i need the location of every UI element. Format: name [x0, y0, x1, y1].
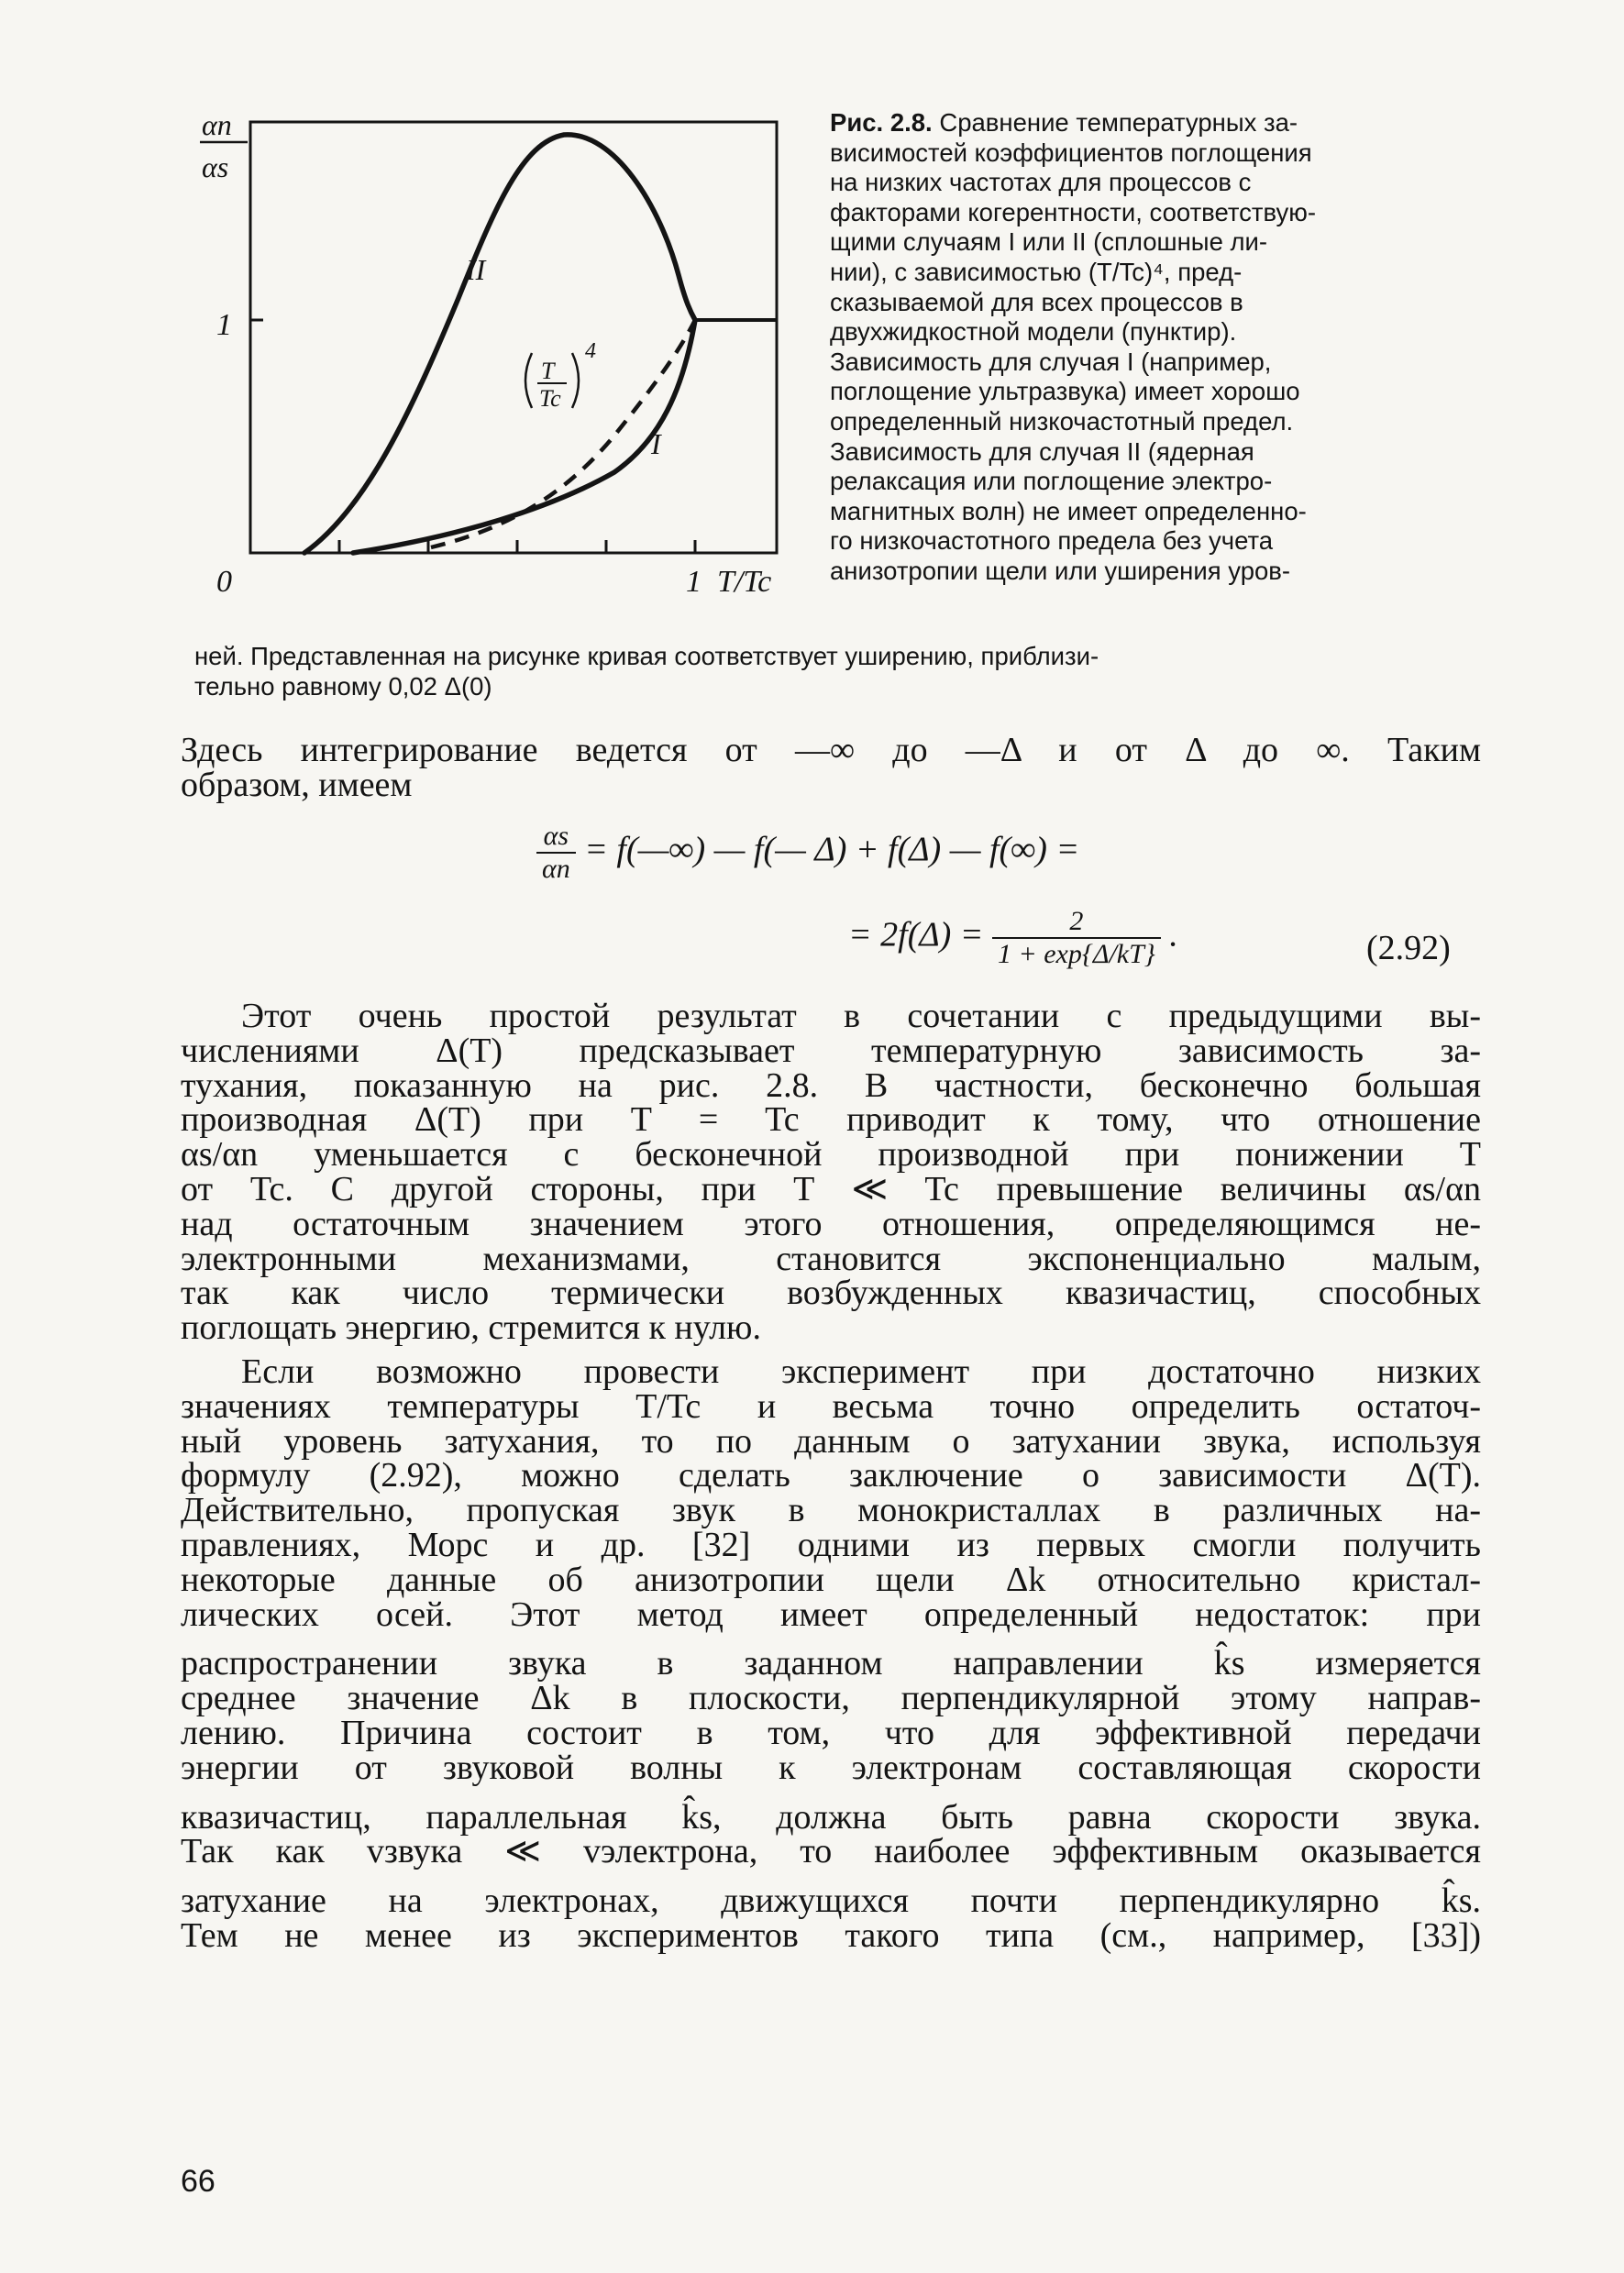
exp-numerator: 2	[992, 906, 1161, 939]
label-paren-right	[572, 353, 579, 408]
caption-line: го низкочастотного предела без учета	[830, 526, 1274, 556]
lhs-fraction	[536, 821, 576, 885]
caption-line: анизотропии щели или уширения уров-	[830, 556, 1291, 585]
x-axis-label: T/Tc	[717, 565, 772, 599]
equation-rhs-2-end: .	[1169, 915, 1178, 954]
curve-label-i: I	[651, 427, 661, 460]
page-number: 66	[181, 2164, 215, 2199]
text-line: квазичастиц, параллельная k̂s, должна быть равна скорости звука.	[181, 1797, 1481, 1837]
text-line: поглощать энергию, стремится к нулю.	[181, 1308, 761, 1348]
equation-number: (2.92)	[1366, 929, 1451, 967]
caption-line: магнитных волн) не имеет определенно-	[830, 496, 1307, 525]
equation-line-1	[536, 821, 1079, 885]
y-axis-label-denominator: αs	[202, 150, 229, 183]
caption-line: на низких частотах для процессов с	[830, 168, 1252, 197]
caption-line: ней. Представленная на рисунке кривая соответствует уширению, приблизи-	[194, 642, 1099, 670]
text-line: значениях температуры T/Tc и весьма точно определить остаточ-	[181, 1386, 1481, 1426]
text-line: лению. Причина состоит в том, что для эффективной передачи	[181, 1713, 1481, 1752]
caption-line	[830, 108, 1477, 138]
text-line: правлениях, Морс и др. [32] одними из первых смогли получить	[181, 1525, 1481, 1564]
curve-i	[353, 320, 695, 553]
caption-line: двухжидкостной модели (пунктир).	[830, 317, 1237, 347]
text-line: распространении звука в заданном направлении k̂s измеряется	[181, 1644, 1481, 1683]
figure-caption-continued	[194, 642, 1478, 701]
text-line: Действительно, пропуская звук в монокристаллах в различных на-	[181, 1491, 1481, 1530]
text-line: среднее значение Δk в плоскости, перпендикулярной этому направ-	[181, 1679, 1481, 1718]
caption-line: релаксация или поглощение электро-	[830, 467, 1273, 496]
y-tick-label-1: 1	[216, 308, 232, 342]
exp-fraction	[992, 906, 1161, 970]
caption-line: щими случаям I или II (сплошные ли-	[830, 227, 1268, 257]
text-line: образом, имеем	[181, 765, 413, 804]
text-line: Так как vзвука ≪ vэлектрона, то наиболее эффективным оказывается	[181, 1832, 1481, 1871]
text-line: Тем не менее из экспериментов такого типа (см., например, [33])	[181, 1915, 1481, 1955]
caption-line: Зависимость для случая I (например,	[830, 347, 1272, 376]
text-line: Этот очень простой результат в сочетании с предыдущими вы-	[241, 997, 1481, 1035]
text-line: электронными механизмами, становится экспоненциально малым,	[181, 1239, 1481, 1278]
caption-line: Зависимость для случая II (ядерная	[830, 436, 1254, 466]
dashed-label-denominator: Tc	[539, 385, 561, 412]
equation-line-2	[848, 906, 1178, 970]
dashed-curve-label	[525, 339, 596, 412]
curve-ii	[304, 135, 695, 553]
equation-rhs-2-start: = 2f(Δ) =	[848, 915, 984, 954]
dashed-label-numerator: T	[541, 358, 555, 384]
text-line: Здесь интегрирование ведется от —∞ до —Δ и от Δ до ∞. Таким	[181, 731, 1481, 769]
text-line: над остаточным значением этого отношения, определяющимся не-	[181, 1204, 1481, 1243]
caption-line: висимостей коэффициентов поглощения	[830, 138, 1312, 167]
text-line: тухания, показанную на рис. 2.8. В частности, бесконечно большая	[181, 1065, 1481, 1105]
text-line: числениями Δ(T) предсказывает температурную зависимость за-	[181, 1031, 1481, 1070]
origin-label: 0	[216, 565, 232, 599]
exp-denominator: 1 + exp{Δ/kT}	[997, 939, 1155, 969]
equation-rhs-1: = f(—∞) — f(— Δ) + f(Δ) — f(∞) =	[584, 830, 1080, 869]
caption-line: поглощение ультразвука) имеет хорошо	[830, 377, 1300, 406]
paragraph-experiment	[181, 1352, 1481, 1955]
text-line: ный уровень затухания, то по данным о затухании звука, используя	[181, 1421, 1481, 1461]
figure-caption	[830, 108, 1477, 587]
figure-2-8	[183, 105, 807, 619]
lhs-numerator: αs	[536, 821, 576, 854]
lhs-denominator: αn	[542, 854, 570, 884]
text-line: от Tc. С другой стороны, при T ≪ Tc превышение величины αs/αn	[181, 1169, 1481, 1208]
text-line: так как число термически возбужденных квазичастиц, способных	[181, 1274, 1481, 1313]
text-line: αs/αn уменьшается с бесконечной производной при понижении T	[181, 1135, 1481, 1175]
text-line: производная Δ(T) при T = Tc приводит к тому, что отношение	[181, 1100, 1481, 1140]
y-axis-label-numerator: αn	[202, 108, 232, 141]
paragraph-intro	[181, 731, 1481, 804]
caption-line: тельно равному 0,02 Δ(0)	[194, 671, 492, 701]
text-line: энергии от звуковой волны к электронам составляющая скорости	[181, 1748, 1481, 1787]
caption-line: нии), с зависимостью (T/Tc)⁴, пред-	[830, 257, 1243, 286]
label-paren-left	[525, 353, 532, 408]
text-line: формулу (2.92), можно сделать заключение о зависимости Δ(T).	[181, 1456, 1481, 1495]
caption-line-text: Сравнение температурных за-	[939, 108, 1298, 137]
curve-label-ii: II	[466, 253, 486, 286]
caption-line: определенный низкочастотный предел.	[830, 406, 1294, 436]
plot-frame	[250, 122, 777, 553]
text-line: лических осей. Этот метод имеет определенный недостаток: при	[181, 1594, 1481, 1634]
paragraph-result	[181, 999, 1481, 1346]
x-tick-label-1: 1	[686, 565, 702, 599]
caption-figure-label: Рис. 2.8.	[830, 108, 933, 137]
dashed-label-exponent: 4	[585, 339, 596, 363]
text-line: некоторые данные об анизотропии щели Δk относительно кристал-	[181, 1560, 1481, 1599]
caption-line: факторами когерентности, соответствую-	[830, 197, 1317, 226]
caption-line: сказываемой для всех процессов в	[830, 287, 1243, 316]
text-line: затухание на электронах, движущихся почти перпендикулярно k̂s.	[181, 1881, 1481, 1921]
text-line: Если возможно провести эксперимент при достаточно низких	[241, 1352, 1481, 1391]
